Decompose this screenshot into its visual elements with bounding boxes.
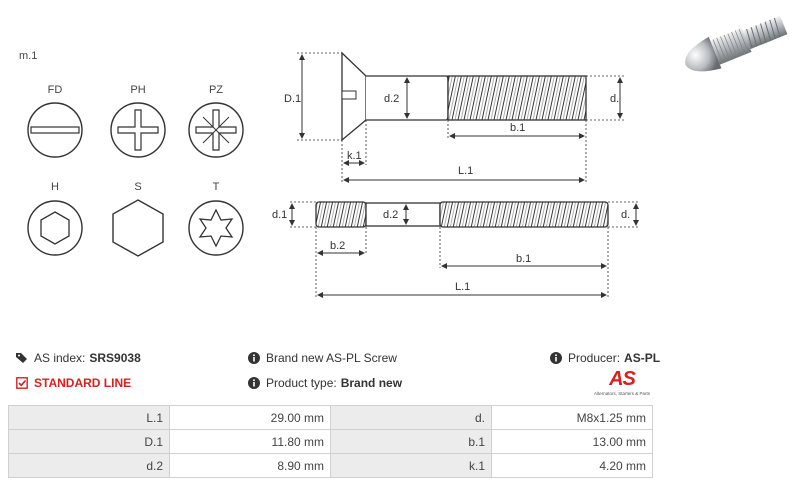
- producer-value: AS-PL: [624, 351, 661, 365]
- spec-value: 29.00 mm: [170, 406, 331, 430]
- spec-key: d.: [331, 406, 492, 430]
- info-icon: [248, 352, 260, 364]
- spec-value: 13.00 mm: [492, 430, 653, 454]
- standard-line: [16, 376, 131, 390]
- product-description: [248, 351, 397, 365]
- head-label-t: T: [212, 181, 220, 193]
- info-icon: [248, 377, 260, 389]
- as-index-value: SRS9038: [89, 351, 141, 365]
- dim-label-b1-top: b.1: [510, 122, 526, 134]
- description-text: Brand new AS-PL Screw: [266, 351, 397, 365]
- spec-value: 11.80 mm: [170, 430, 331, 454]
- head-label-ph: PH: [130, 84, 146, 96]
- dim-label-D1: D.1: [284, 93, 302, 105]
- phillips-head-icon: [111, 103, 165, 157]
- dim-label-d-top: d.: [610, 93, 620, 105]
- spec-value: 8.90 mm: [170, 454, 331, 478]
- head-label-s: S: [134, 181, 142, 193]
- head-label-fd: FD: [47, 84, 63, 96]
- head-label-h: H: [51, 181, 59, 193]
- logo-tagline: Alternators, Starters & Parts: [593, 391, 651, 396]
- logo-mark: AS: [609, 368, 635, 390]
- spec-key: b.1: [331, 430, 492, 454]
- slotted-head-icon: [28, 103, 82, 157]
- as-index-label: AS index:: [34, 351, 86, 365]
- double-end-stud-drawing: [316, 202, 608, 227]
- head-label-pz: PZ: [208, 84, 224, 96]
- head-types-diagram: [0, 0, 260, 270]
- spec-value: 4.20 mm: [492, 454, 653, 478]
- producer-logo: [592, 368, 652, 400]
- specs-table: [8, 405, 653, 478]
- dim-label-d2-bottom: d.2: [383, 209, 399, 221]
- spec-key: k.1: [331, 454, 492, 478]
- dim-label-b1-bottom: b.1: [516, 253, 532, 265]
- table-row: [9, 430, 653, 454]
- dim-label-L1-bottom: L.1: [455, 281, 471, 293]
- standard-line-label: STANDARD LINE: [34, 376, 132, 390]
- info-icon: [550, 352, 562, 364]
- dim-label-d-bottom: d.: [621, 209, 631, 221]
- spec-value: M8x1.25 mm: [492, 406, 653, 430]
- producer-label: Producer:: [568, 351, 621, 365]
- product-photo: [662, 4, 796, 90]
- tag-icon: [16, 352, 28, 364]
- table-row: [9, 454, 653, 478]
- dim-label-L1-top: L.1: [458, 165, 474, 177]
- dim-label-d1-bottom: d.1: [272, 209, 288, 221]
- torx-head-icon: [189, 201, 243, 255]
- spec-key: D.1: [9, 430, 170, 454]
- screw-dimension-diagram: [270, 40, 650, 305]
- dim-label-k1: k.1: [347, 150, 362, 162]
- hex-socket-head-icon: [28, 201, 82, 255]
- dim-label-b2: b.2: [330, 240, 346, 252]
- producer: [550, 351, 660, 365]
- hex-head-icon: [113, 200, 163, 256]
- model-label: m.1: [19, 50, 38, 62]
- pozidriv-head-icon: [189, 103, 243, 157]
- product-type: [248, 376, 402, 390]
- spec-key: L.1: [9, 406, 170, 430]
- spec-key: d.2: [9, 454, 170, 478]
- countersunk-screw-drawing: [342, 53, 586, 140]
- as-index: [16, 351, 141, 365]
- product-type-label: Product type:: [266, 376, 337, 390]
- dim-label-d2-top: d.2: [384, 93, 400, 105]
- checkbox-checked-icon: [16, 377, 28, 389]
- product-type-value: Brand new: [340, 376, 403, 390]
- table-row: [9, 406, 653, 430]
